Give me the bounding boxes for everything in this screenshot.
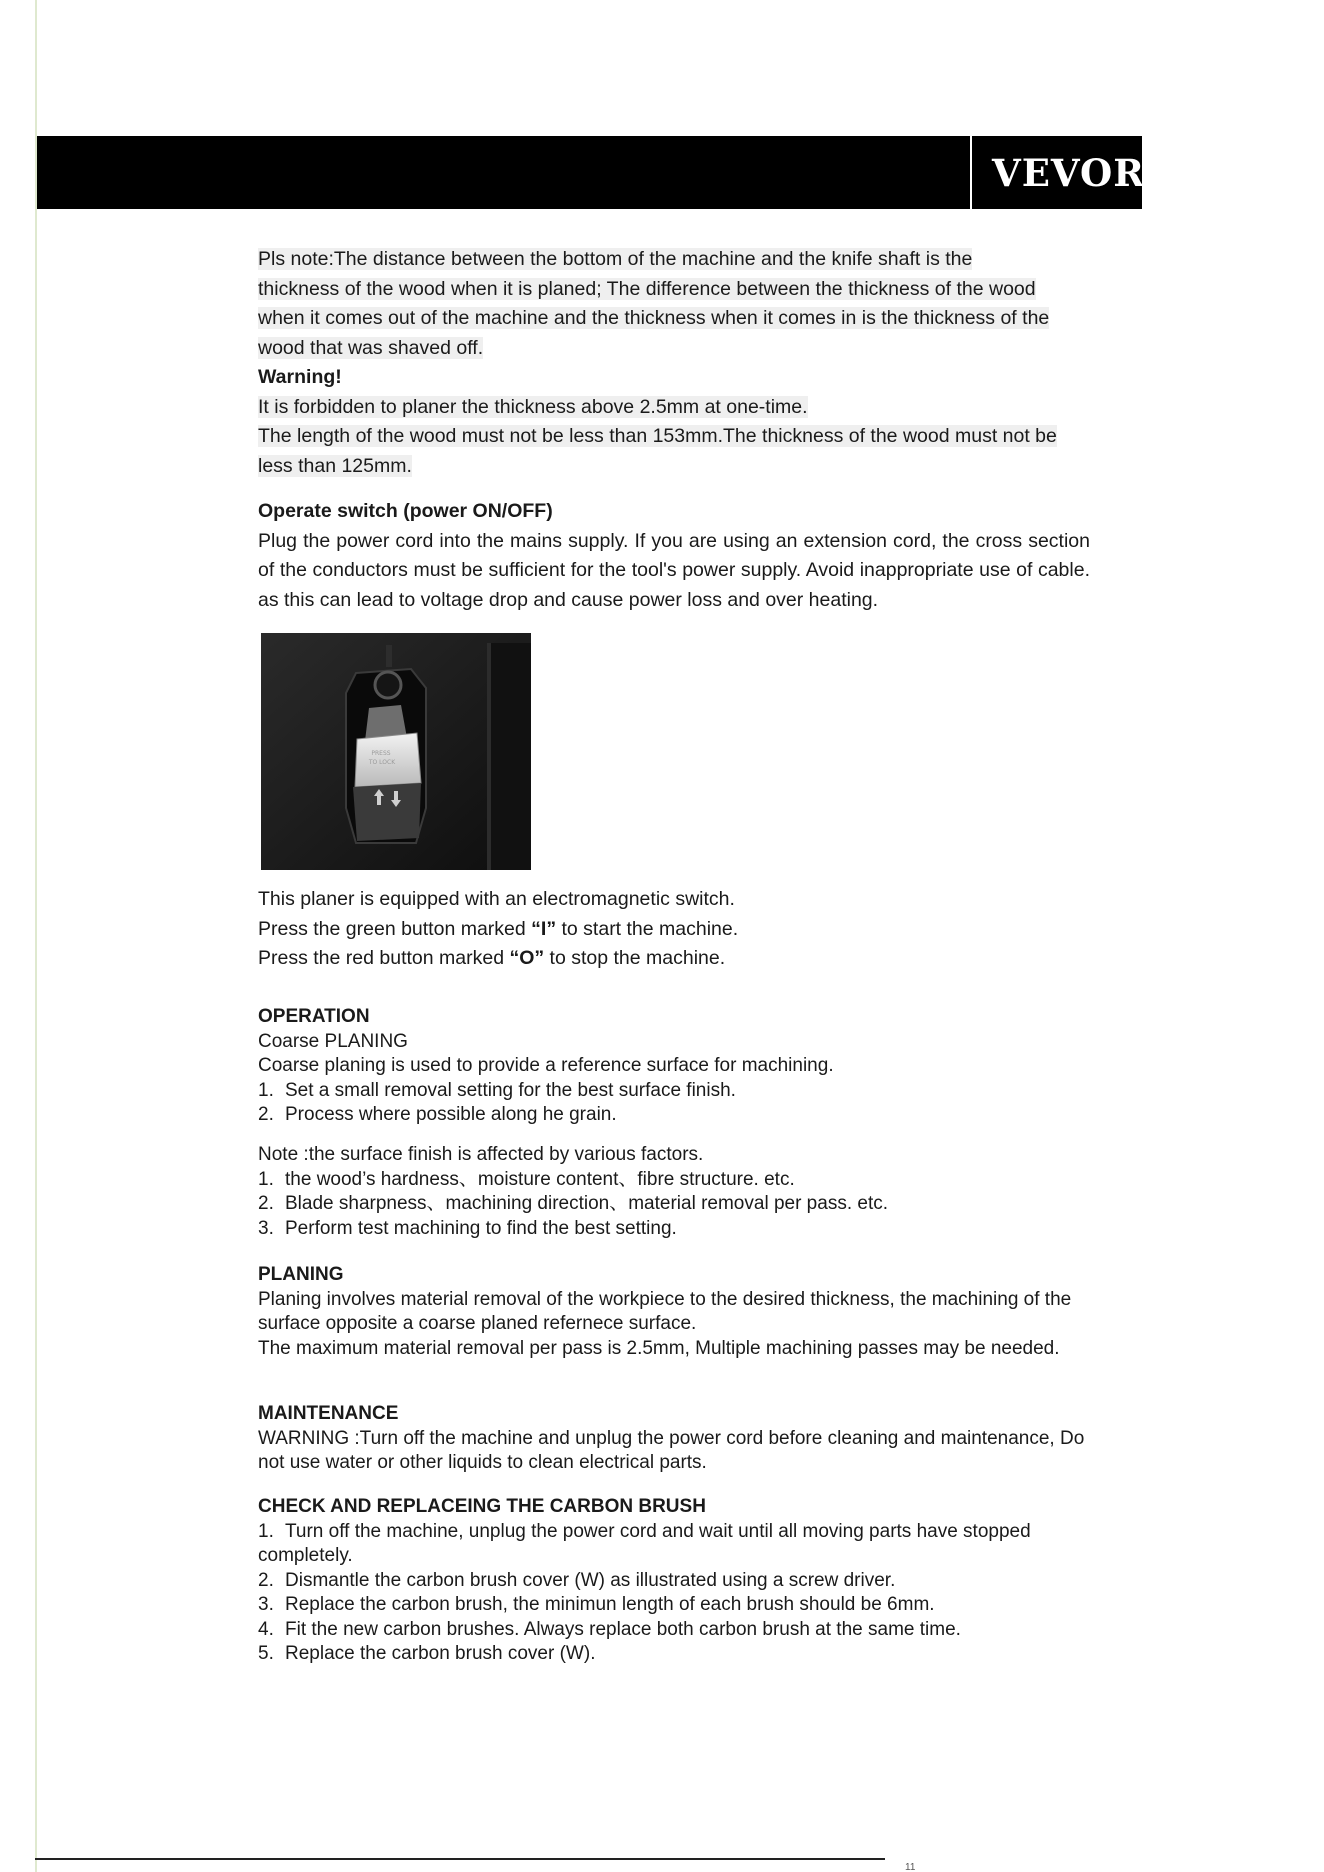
section-title: MAINTENANCE — [258, 1403, 399, 1424]
brand-logo: VEVOR — [992, 151, 1145, 195]
carbon-brush-section — [258, 1495, 1090, 1667]
operation-intro: Coarse planing is used to provide a reference surface for machining. — [258, 1055, 834, 1076]
switch-illustration — [261, 633, 531, 870]
list-item: 2. Blade sharpness、machining direction、material removal per pass. etc. — [258, 1193, 888, 1214]
list-item: 3. Replace the carbon brush, the minimun length of each brush should be 6mm. — [258, 1594, 935, 1615]
footer-rule — [35, 1858, 885, 1860]
list-item: 1. Turn off the machine, unplug the power cord and wait until all moving parts have stopped completely. — [258, 1520, 1031, 1566]
note-line: Pls note:The distance between the bottom of the machine and the knife shaft is the — [258, 248, 973, 270]
maintenance-section — [258, 1402, 1090, 1476]
list-item: 5. Replace the carbon brush cover (W). — [258, 1643, 596, 1664]
list-item: 2. Process where possible along he grain. — [258, 1104, 617, 1125]
switch-section — [258, 497, 1090, 615]
switch-label-press: PRESS — [371, 750, 391, 757]
switch-photo — [261, 633, 531, 870]
maintenance-paragraph: WARNING :Turn off the machine and unplug the power cord before cleaning and maintenance, Do not use water or other liquids to clean electrical parts. — [258, 1427, 1085, 1473]
page-number: 11 — [905, 1862, 916, 1872]
switch-label-lock: TO LOCK — [368, 759, 396, 766]
header-bar — [37, 136, 1174, 209]
note-line: thickness of the wood when it is planed; The difference between the thickness of the wood — [258, 277, 1036, 300]
planing-paragraph: Planing involves material removal of the workpiece to the desired thickness, the machining of the surface opposite a coarse planed refernece surface. — [258, 1288, 1072, 1334]
list-item: 2. Dismantle the carbon brush cover (W) as illustrated using a screw driver. — [258, 1569, 896, 1591]
note-intro: Note :the surface finish is affected by various factors. — [258, 1144, 704, 1165]
header-divider — [970, 136, 972, 209]
section-title: CHECK AND REPLACEING THE CARBON BRUSH — [258, 1496, 706, 1517]
warning-block — [258, 363, 1090, 481]
electro-line-red: Press the red button marked “O” to stop the machine. — [258, 947, 726, 969]
list-item: 1. the wood’s hardness、moisture content、fibre structure. etc. — [258, 1168, 795, 1190]
list-item: 1. Set a small removal setting for the best surface finish. — [258, 1079, 736, 1101]
list-item: 4. Fit the new carbon brushes. Always replace both carbon brush at the same time. — [258, 1618, 961, 1640]
page-margin-line — [35, 0, 37, 1872]
electro-line: This planer is equipped with an electromagnetic switch. — [258, 888, 735, 910]
note-paragraph — [258, 245, 1090, 363]
note-line: wood that was shaved off. — [258, 336, 484, 359]
electro-line-green: Press the green button marked “I” to start the machine. — [258, 917, 739, 940]
section-title: PLANING — [258, 1264, 344, 1285]
electro-block — [258, 885, 1090, 974]
list-item: 3. Perform test machining to find the best setting. — [258, 1217, 677, 1239]
operation-subtitle: Coarse PLANING — [258, 1030, 408, 1052]
planing-section — [258, 1263, 1090, 1361]
warning-line: It is forbidden to planer the thickness above 2.5mm at one-time. — [258, 395, 808, 418]
note-factors — [258, 1143, 1090, 1241]
switch-paragraph: Plug the power cord into the mains supply. If you are using an extension cord, the cross section of the conductors must be sufficient for the tool's power supply. Avoid inappropriate use of cable. as this can lead to voltage drop and cause power loss and over heating. — [258, 529, 1090, 611]
note-line: when it comes out of the machine and the thickness when it comes in is the thickness of the — [258, 307, 1050, 329]
section-title: Operate switch (power ON/OFF) — [258, 500, 553, 522]
registered-mark: ® — [1168, 151, 1174, 158]
warning-line-2: The length of the wood must not be less than 153mm.The thickness of the wood must not be less than 125mm. — [258, 425, 1057, 477]
warning-title: Warning! — [258, 366, 342, 388]
operation-section — [258, 1005, 1090, 1128]
section-title: OPERATION — [258, 1006, 370, 1027]
planing-paragraph: The maximum material removal per pass is 2.5mm, Multiple machining passes may be needed. — [258, 1337, 1060, 1359]
